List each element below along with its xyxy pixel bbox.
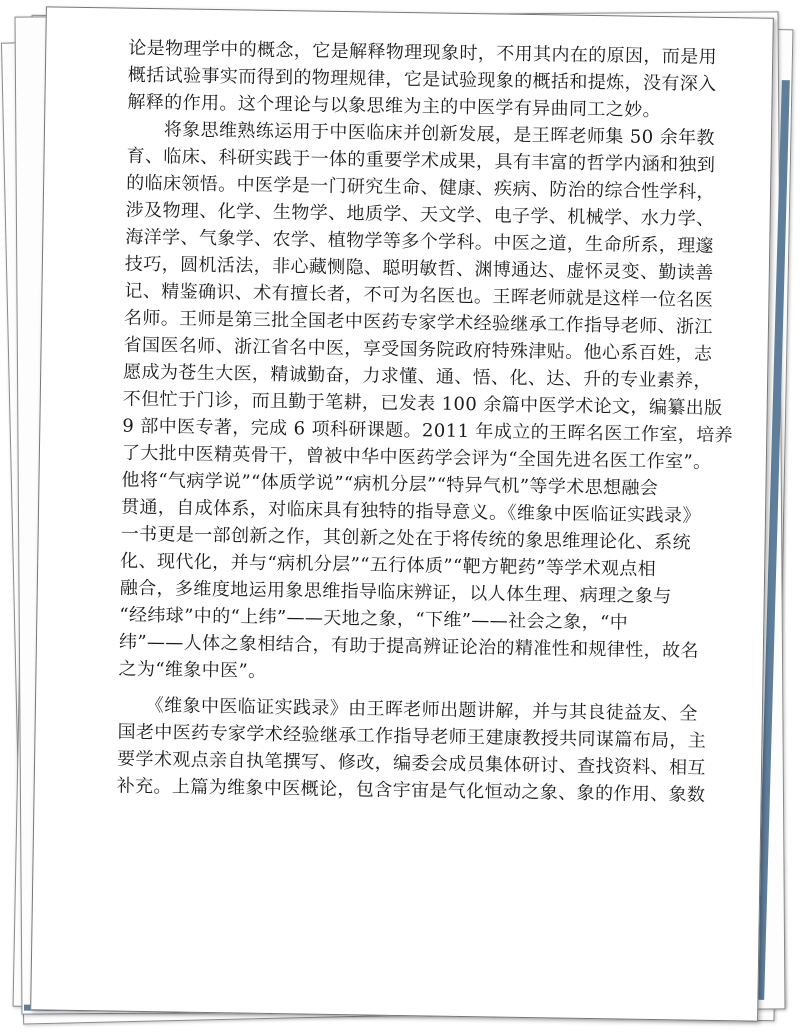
text-line: 要学术观点亲自执笔撰写、修改，编委会成员集体研讨、查找资料、相互 [116, 748, 707, 779]
text-line: 9 部中医专著，完成 6 项科研课题。2011 年成立的王晖名医工作室，培养 [122, 415, 734, 447]
text-line: 补充。上篇为维象中医概论，包含宇宙是气化恒动之象、象的作用、象数 [116, 775, 706, 806]
text-line: 国老中医药专家学术经验继承工作指导老师王建康教授共同谋篇布局，主 [117, 721, 707, 752]
page-text [116, 35, 734, 809]
text-line: 一书更是一部创新之作，其创新之处在于将传统的象思维理论化、系统 [120, 523, 692, 554]
text-line: 《维象中医临证实践录》由王晖老师出题讲解，并与其良徒益友、全 [117, 694, 698, 725]
text-line: 融合，多维度地运用象思维指导临床辨证，以人体生理、病理之象与 [119, 577, 672, 608]
text-line: 的临床领悟。中医学是一门研究生命、健康、疾病、防治的综合性学科， [125, 172, 716, 203]
text-line: 将象思维熟练运用于中医临床并创新发展，是王晖老师集 50 余年教 [126, 118, 716, 149]
text-line: 名师。王师是第三批全国老中医药专家学术经验继承工作指导老师、浙江 [123, 307, 713, 338]
text-line: 概括试验事实而得到的物理规律，它是试验现象的概括和提炼，没有深入 [127, 64, 717, 95]
text-line: 不但忙于门诊，而且勤于笔耕，已发表 100 余篇中医学术论文，编纂出版 [122, 388, 723, 420]
text-line: 技巧，圆机活法，非心藏恻隐、聪明敏哲、渊博通达、虚怀灵变、勤读善 [124, 253, 714, 284]
text-line: 愿成为苍生大医，精诚勤奋，力求懂、通、悟、化、达、升的专业素养， [123, 361, 713, 392]
text-line: 育、临床、科研实践于一体的重要学术成果，具有丰富的哲学内涵和独到 [126, 145, 716, 176]
text-line: 论是物理学中的概念，它是解释物理现象时，不用其内在的原因，而是用 [128, 37, 718, 68]
text-line: 记、精鉴确识、术有擅长者，不可为名医也。王晖老师就是这样一位名医 [124, 280, 714, 311]
text-line: 纬”——人体之象相结合，有助于提高辨证论治的精准性和规律性，故名 [118, 631, 700, 662]
text-line: 解释的作用。这个理论与以象思维为主的中医学有异曲同工之妙。 [127, 91, 662, 122]
text-line: 海洋学、气象学、农学、植物学等多个学科。中医之道，生命所系，理邃 [125, 226, 715, 257]
text-line: 了大批中医精英骨干，曾被中华中医药学会评为“全国先进名医工作室”。 [121, 442, 712, 473]
text-line: “经纬球”中的“上纬”——天地之象，“下维”——社会之象，“中 [119, 604, 629, 634]
text-line: 他将“气病学说”“体质学说”“病机分层”“特异气机”等学术思想融会 [121, 469, 659, 500]
text-line: 涉及物理、化学、生物学、地质学、天文学、电子学、机械学、水力学、 [125, 199, 715, 230]
text-line: 之为“维象中医”。 [118, 658, 267, 682]
text-line: 省国医名师、浙江省名中医，享受国务院政府特殊津贴。他心系百姓，志 [123, 334, 713, 365]
text-line: 贯通，自成体系，对临床具有独特的指导意义。《维象中医临证实践录》 [120, 496, 701, 527]
text-line: 化、现代化，并与“病机分层”“五行体质”“靶方靶药”等学术观点相 [120, 550, 657, 580]
document-page [30, 6, 774, 1021]
